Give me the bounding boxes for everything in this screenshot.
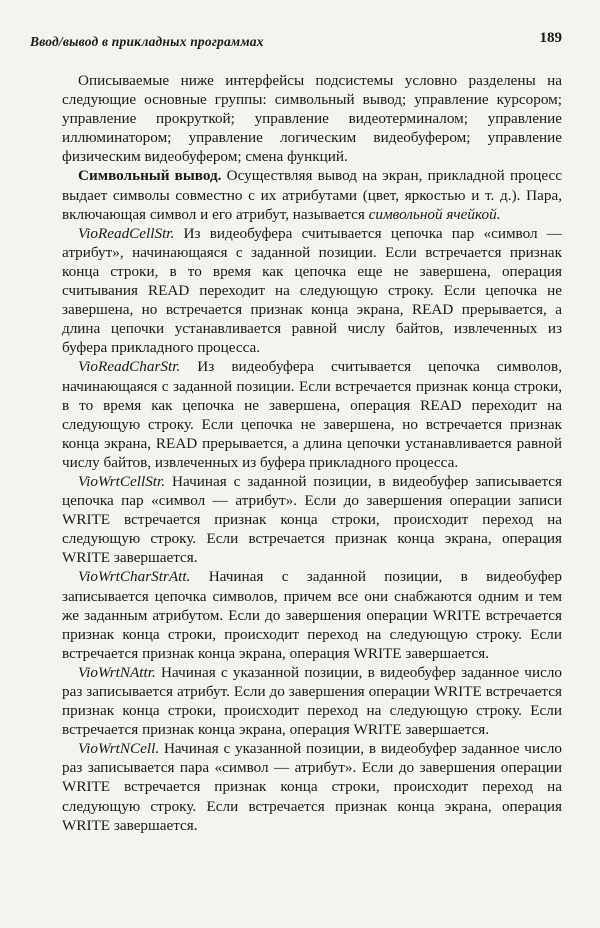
function-paragraph-vio-wrt-n-cell (62, 739, 562, 834)
intro-paragraph: Описываемые ниже интерфейсы подсистемы условно разделены на следующие основные группы: символьный вывод; управление курсором; управление прокруткой; управление видеотерминалом; управление иллюминатором; управление логическим видеобуфером; управление физическим видеобуфером; смена функций. (62, 72, 562, 166)
page-number: 189 (539, 30, 562, 46)
page-body (62, 71, 562, 835)
function-description: Из видеобуфера считывается цепочка пар «символ — атрибут», начинающаяся с заданной позиции. Если встречается признак конца строки, в то время как цепочка еще не завершена, операция считывания READ переходит на следующую строку. Если цепочка не завершена, но встречается признак конца экрана, READ прерывается, а длина цепочки устанавливается равной числу байтов, извлеченных из буфера прикладного процесса. (62, 224, 562, 357)
function-description: Начиная с указанной позиции, в видеобуфер заданное число раз записывается пара «символ — атрибут». Если до завершения операции WRITE встречается признак конца строки, происходит переход на следующую строку. Если встречается признак конца экрана, операция WRITE завершается. (62, 740, 562, 834)
function-paragraph-vio-wrt-cell-str (62, 472, 562, 567)
function-name: VioWrtNAttr. (78, 663, 156, 681)
function-name: VioWrtNCell. (78, 740, 160, 758)
function-name: VioWrtCellStr. (78, 472, 166, 490)
function-description: Начиная с указанной позиции, в видеобуфер заданное число раз записывается атрибут. Если до завершения операции WRITE встречается признак конца строки, происходит переход на следующую строку. Если встречается признак конца экрана, операция WRITE завершается. (62, 663, 562, 739)
function-description: Начиная с заданной позиции, в видеобуфер записывается цепочка символов, причем все они снабжаются одним и тем же заданным атрибутом. Если до завершения операции WRITE встречается признак конца строки, происходит переход на следующую строку. Если встречается признак конца экрана, операция WRITE завершается. (62, 568, 562, 662)
function-name: VioReadCharStr. (78, 358, 181, 376)
function-paragraph-vio-wrt-n-attr (62, 663, 562, 739)
section-heading: Символьный вывод. (78, 167, 222, 185)
symbol-output-paragraph (62, 166, 562, 223)
function-description: Начиная с заданной позиции, в видеобуфер записывается цепочка пар «символ — атрибут». Если до завершения операции записи WRITE встречается признак конца строки, происходит переход на следующую строку. Если встречается признак конца экрана, операция WRITE завершается. (62, 472, 562, 567)
defined-term: символьной ячейкой. (368, 205, 501, 223)
function-description: Из видеобуфера считывается цепочка символов, начинающаяся с заданной позиции. Если встречается признак конца строки, в то время как цепочка не завершена, операция READ переходит на следующую строку. Если цепочка не завершена, но встречается признак конца экрана, READ прерывается, а длина цепочки устанавливается равной числу байтов, извлеченных из буфера прикладного процесса. (62, 358, 562, 471)
function-name: VioReadCellStr. (78, 224, 175, 242)
function-paragraph-vio-wrt-char-str-att (62, 567, 562, 662)
running-head: Ввод/вывод в прикладных программах (30, 34, 264, 49)
paragraph-text: Осуществляя вывод на экран, прикладной процесс выдает символы совместно с их атрибутами (цвет, яркостью и т. д.). Пара, включающая символ и его атрибут, называется (62, 167, 562, 223)
function-paragraph-vio-read-char-str (62, 357, 562, 472)
function-name: VioWrtCharStrAtt. (78, 568, 191, 586)
function-paragraph-vio-read-cell-str (62, 224, 562, 358)
